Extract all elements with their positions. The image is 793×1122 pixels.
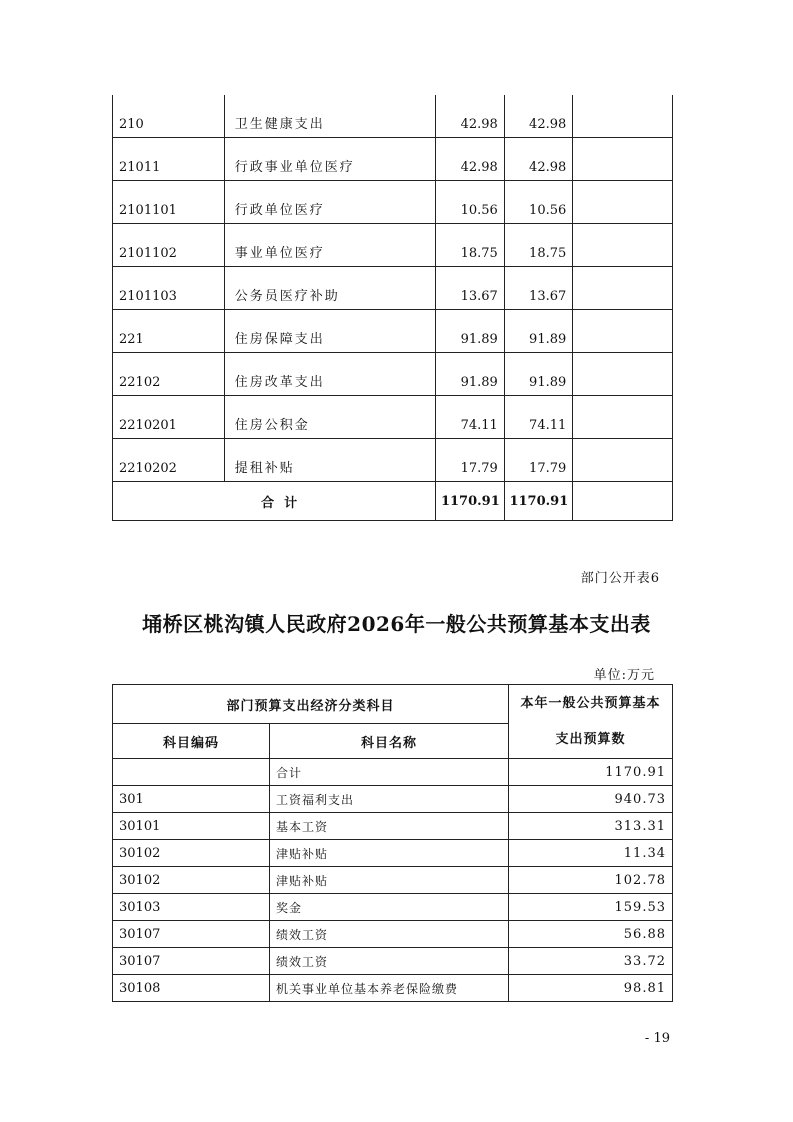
table-row: [113, 921, 673, 948]
budget-amount: 159.53: [509, 894, 673, 921]
table-row: [113, 813, 673, 840]
table-row: [113, 224, 673, 267]
table-row: [113, 310, 673, 353]
budget-amount: 102.78: [509, 867, 673, 894]
amount-total: 91.89: [436, 353, 504, 396]
amount-basic: 18.75: [504, 224, 572, 267]
amount-total: 74.11: [436, 396, 504, 439]
amount-basic: 74.11: [504, 396, 572, 439]
table-row: [113, 894, 673, 921]
subject-name: 基本工资: [270, 813, 509, 840]
amount-basic: 13.67: [504, 267, 572, 310]
total-basic: 1170.91: [504, 482, 572, 521]
empty-cell: [573, 482, 673, 521]
amount-total: 13.67: [436, 267, 504, 310]
subject-code: 301: [113, 786, 270, 813]
budget-amount: 33.72: [509, 948, 673, 975]
col-header-name: 科目名称: [270, 724, 509, 759]
subject-name: 行政事业单位医疗: [224, 138, 436, 181]
subject-name: 绩效工资: [270, 921, 509, 948]
total-label: 合计: [113, 482, 436, 521]
col-header-code: 科目编码: [113, 724, 270, 759]
amount-total: 91.89: [436, 310, 504, 353]
subject-name: 机关事业单位基本养老保险缴费: [270, 975, 509, 1002]
table-row: [113, 439, 673, 482]
subject-name: 绩效工资: [270, 948, 509, 975]
expenditure-table-continued: [112, 95, 673, 521]
subject-code: 210: [113, 95, 225, 138]
empty-cell: [573, 181, 673, 224]
subject-name: 住房改革支出: [224, 353, 436, 396]
empty-cell: [573, 396, 673, 439]
empty-cell: [573, 439, 673, 482]
group-header: 部门预算支出经济分类科目: [113, 685, 509, 724]
budget-amount: 56.88: [509, 921, 673, 948]
total-row: [113, 482, 673, 521]
table-row: [113, 975, 673, 1002]
table-number: 部门公开表6: [580, 571, 660, 586]
subject-name: 津贴补贴: [270, 840, 509, 867]
table-row: [113, 267, 673, 310]
empty-cell: [573, 138, 673, 181]
budget-amount: 98.81: [509, 975, 673, 1002]
table-row: [113, 353, 673, 396]
subject-code: 221: [113, 310, 225, 353]
subject-code: 2210201: [113, 396, 225, 439]
amount-basic: 42.98: [504, 138, 572, 181]
empty-cell: [573, 353, 673, 396]
subject-code: 30107: [113, 921, 270, 948]
subject-code: 22102: [113, 353, 225, 396]
subject-name: 卫生健康支出: [224, 95, 436, 138]
subject-code: 2101103: [113, 267, 225, 310]
amount-basic: 17.79: [504, 439, 572, 482]
subject-code: 30108: [113, 975, 270, 1002]
amount-total: 10.56: [436, 181, 504, 224]
subject-name: 住房公积金: [224, 396, 436, 439]
table-row: [113, 138, 673, 181]
subject-code: 2210202: [113, 439, 225, 482]
subject-code: 21011: [113, 138, 225, 181]
budget-amount: 313.31: [509, 813, 673, 840]
subject-code: 2101101: [113, 181, 225, 224]
page-number: - 19: [644, 1031, 670, 1046]
amount-total: 42.98: [436, 138, 504, 181]
subject-name: 行政单位医疗: [224, 181, 436, 224]
budget-amount: 1170.91: [509, 759, 673, 786]
table-row: [113, 840, 673, 867]
subject-code: 30102: [113, 867, 270, 894]
subject-code: [113, 759, 270, 786]
amount-basic: 91.89: [504, 353, 572, 396]
subject-code: 30101: [113, 813, 270, 840]
basic-expenditure-table: [112, 684, 673, 1002]
amount-total: 42.98: [436, 95, 504, 138]
amount-total: 17.79: [436, 439, 504, 482]
amount-total: 18.75: [436, 224, 504, 267]
table-row: [113, 396, 673, 439]
right-header: 本年一般公共预算基本支出预算数: [509, 685, 673, 759]
subject-name: 合计: [270, 759, 509, 786]
empty-cell: [573, 310, 673, 353]
subject-code: 30103: [113, 894, 270, 921]
subject-name: 公务员医疗补助: [224, 267, 436, 310]
table-row: [113, 181, 673, 224]
amount-basic: 91.89: [504, 310, 572, 353]
subject-code: 2101102: [113, 224, 225, 267]
subject-name: 奖金: [270, 894, 509, 921]
amount-basic: 10.56: [504, 181, 572, 224]
budget-amount: 11.34: [509, 840, 673, 867]
page-title: 埇桥区桃沟镇人民政府2026年一般公共预算基本支出表: [142, 612, 651, 636]
subject-name: 提租补贴: [224, 439, 436, 482]
subject-name: 工资福利支出: [270, 786, 509, 813]
empty-cell: [573, 267, 673, 310]
subject-code: 30102: [113, 840, 270, 867]
table-row: [113, 786, 673, 813]
subject-name: 津贴补贴: [270, 867, 509, 894]
table-row: [113, 867, 673, 894]
table-row: [113, 95, 673, 138]
subject-code: 30107: [113, 948, 270, 975]
empty-cell: [573, 224, 673, 267]
empty-cell: [573, 95, 673, 138]
total-amount: 1170.91: [436, 482, 504, 521]
subject-name: 事业单位医疗: [224, 224, 436, 267]
table-row: [113, 759, 673, 786]
amount-basic: 42.98: [504, 95, 572, 138]
table-row: [113, 948, 673, 975]
unit-label: 单位:万元: [593, 668, 655, 683]
budget-amount: 940.73: [509, 786, 673, 813]
subject-name: 住房保障支出: [224, 310, 436, 353]
